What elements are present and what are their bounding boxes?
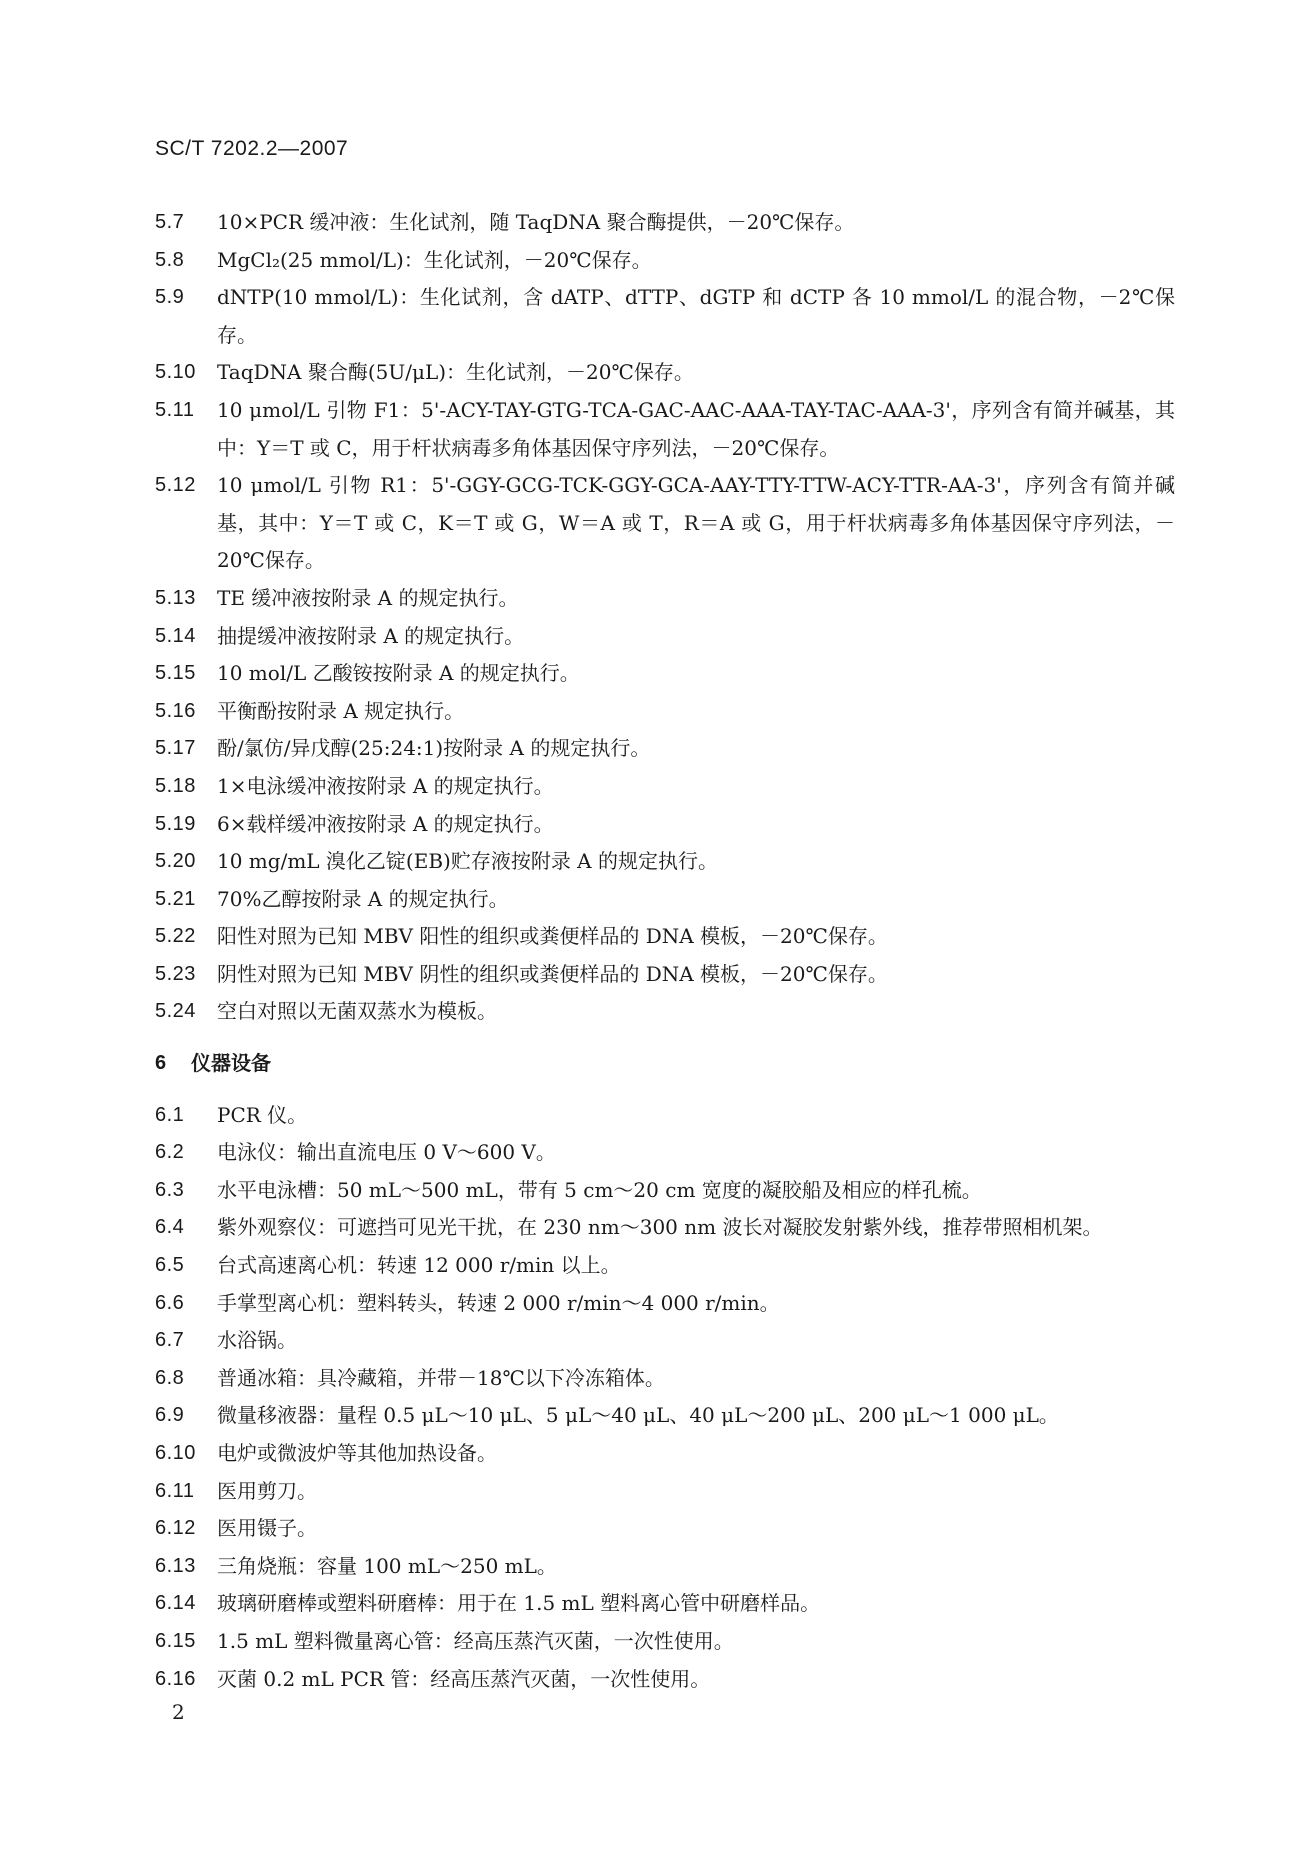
section-5-item [155,993,1175,1031]
page-number: 2 [172,1700,185,1724]
section-5-item-number: 5.11 [155,398,195,421]
section-5-item-text: 平衡酚按附录 A 规定执行。 [217,698,465,723]
section-5-item [155,354,1175,392]
section-5-item-text: 1×电泳缓冲液按附录 A 的规定执行。 [217,773,554,798]
section-6-title: 仪器设备 [191,1051,271,1076]
section-6-item-text: 水浴锅。 [217,1328,297,1353]
section-5-item-text: TaqDNA 聚合酶(5U/μL)：生化试剂，－20℃保存。 [217,360,694,385]
section-5-item-text: 10 μmol/L 引物 F1：5'-ACY-TAY-GTG-TCA-GAC-AAC-AAA-TAY-TAC-AAA-3'，序列含有简并碱基，其中：Y＝T 或 C，用于杆状病毒多角体基因保守序列法，－20℃保存。 [217,397,1175,460]
section-5-item-number: 5.14 [155,624,196,647]
section-5-item-text: 10 μmol/L 引物 R1：5'-GGY-GCG-TCK-GGY-GCA-AAY-TTY-TTW-ACY-TTR-AA-3'，序列含有简并碱基，其中：Y＝T 或 C，K＝T 或 G，W＝A 或 T，R＝A 或 G，用于杆状病毒多角体基因保守序列法，－20℃保存。 [217,473,1175,573]
section-5-item [155,204,1175,242]
section-6-heading [155,1045,1175,1083]
section-5-item-number: 5.23 [155,962,196,985]
section-5-item [155,618,1175,656]
section-6-item [155,1134,1175,1172]
section-5-item-number: 5.8 [155,248,185,271]
section-5-item [155,881,1175,919]
section-6-item-number: 6.13 [155,1554,196,1577]
section-5-item-number: 5.17 [155,737,196,760]
section-5-item [155,768,1175,806]
section-6-item-number: 6.3 [155,1178,185,1201]
section-6-item-text: 1.5 mL 塑料微量离心管：经高压蒸汽灭菌，一次性使用。 [217,1628,734,1653]
section-6-item-number: 6.15 [155,1629,196,1652]
section-5-item [155,580,1175,618]
section-5-item-number: 5.7 [155,211,185,233]
section-5-item [155,843,1175,881]
section-6-item-number: 6.7 [155,1329,185,1352]
section-5-item-text: 阴性对照为已知 MBV 阴性的组织或粪便样品的 DNA 模板，－20℃保存。 [217,961,888,986]
section-5-item-text: 70%乙醇按附录 A 的规定执行。 [217,886,509,911]
document-body [155,204,1175,1698]
section-6-item [155,1397,1175,1435]
section-5-item [155,467,1175,580]
section-6-item-number: 6.1 [155,1103,185,1126]
section-6-item-text: 医用剪刀。 [217,1478,317,1503]
section-6-item-text: 电炉或微波炉等其他加热设备。 [217,1441,497,1465]
section-6-item [155,1473,1175,1511]
section-6-item-text: 电泳仪：输出直流电压 0 V～600 V。 [217,1140,556,1165]
section-5-item-number: 5.9 [155,286,185,309]
section-5-item-text: TE 缓冲液按附录 A 的规定执行。 [217,585,519,610]
standard-code-header: SC/T 7202.2—2007 [155,137,349,160]
section-6-item-text: 台式高速离心机：转速 12 000 r/min 以上。 [217,1253,621,1278]
section-6-item-number: 6.6 [155,1291,185,1314]
section-5-item-number: 5.13 [155,586,196,609]
section-6-item [155,1097,1175,1135]
section-6-item-text: 玻璃研磨棒或塑料研磨棒：用于在 1.5 mL 塑料离心管中研磨样品。 [217,1591,821,1616]
section-5-item-number: 5.20 [155,850,196,873]
section-6-item [155,1322,1175,1360]
section-6-item-text: 三角烧瓶：容量 100 mL～250 mL。 [217,1553,557,1578]
section-6-item-text: 微量移液器：量程 0.5 μL～10 μL、5 μL～40 μL、40 μL～200 μL、200 μL～1 000 μL。 [217,1403,1059,1428]
section-6-item-number: 6.10 [155,1442,196,1464]
section-6-item-text: 灭菌 0.2 mL PCR 管：经高压蒸汽灭菌，一次性使用。 [217,1666,711,1691]
section-6-item [155,1247,1175,1285]
section-5-item [155,956,1175,994]
section-5-item-text: 抽提缓冲液按附录 A 的规定执行。 [217,623,525,648]
section-6-item [155,1172,1175,1210]
section-6-item-list [155,1097,1175,1699]
section-6-item [155,1510,1175,1548]
section-6-item [155,1548,1175,1586]
section-6-item [155,1435,1175,1473]
section-5-item-number: 5.15 [155,662,196,685]
section-5-item-text: 10 mg/mL 溴化乙锭(EB)贮存液按附录 A 的规定执行。 [217,849,718,874]
section-5-item [155,693,1175,731]
section-5-item [155,806,1175,844]
section-5-item-number: 5.12 [155,474,196,497]
section-6-item-text: 紫外观察仪：可遮挡可见光干扰，在 230 nm～300 nm 波长对凝胶发射紫外线，推荐带照相机架。 [217,1215,1103,1240]
section-6-item [155,1585,1175,1623]
section-6-item-text: 水平电泳槽：50 mL～500 mL，带有 5 cm～20 cm 宽度的凝胶船及相应的样孔梳。 [217,1177,982,1202]
section-5-item [155,730,1175,768]
section-5-item-number: 5.16 [155,699,196,722]
section-5-item [155,392,1175,467]
section-5-item-number: 5.22 [155,925,196,948]
section-5-item-text: 阳性对照为已知 MBV 阳性的组织或粪便样品的 DNA 模板，－20℃保存。 [217,924,888,949]
section-5-item [155,918,1175,956]
section-5-item-text: dNTP(10 mmol/L)：生化试剂，含 dATP、dTTP、dGTP 和 dCTP 各 10 mmol/L 的混合物，－2℃保存。 [217,285,1175,347]
section-5-item-text: MgCl₂(25 mmol/L)：生化试剂，－20℃保存。 [217,247,652,272]
section-6-item-number: 6.5 [155,1254,185,1277]
section-5-item [155,655,1175,693]
section-6-item-number: 6.11 [155,1479,195,1502]
section-6-item-number: 6.8 [155,1366,185,1389]
section-6-item-number: 6.14 [155,1592,196,1615]
section-6-item-number: 6.12 [155,1517,196,1540]
section-6-item [155,1360,1175,1398]
section-5-item [155,242,1175,280]
section-6-item-number: 6.4 [155,1216,185,1239]
section-6-item-number: 6.16 [155,1667,196,1690]
section-5-item [155,279,1175,354]
section-6-item-number: 6.9 [155,1404,185,1427]
section-6-item-text: 普通冰箱：具冷藏箱，并带－18℃以下冷冻箱体。 [217,1365,665,1390]
section-6-item-text: 医用镊子。 [217,1516,317,1541]
section-5-item-list [155,204,1175,1031]
section-6-item-number: 6.2 [155,1141,185,1164]
section-5-item-text: 10×PCR 缓冲液：生化试剂，随 TaqDNA 聚合酶提供，－20℃保存。 [217,210,855,234]
section-6-item-text: PCR 仪。 [217,1102,308,1127]
section-5-item-number: 5.10 [155,361,196,384]
section-5-item-number: 5.19 [155,812,196,835]
section-5-item-text: 空白对照以无菌双蒸水为模板。 [217,999,497,1024]
section-6-item [155,1285,1175,1323]
section-6-item [155,1623,1175,1661]
section-6-item [155,1661,1175,1699]
section-5-item-number: 5.21 [155,887,196,910]
section-5-item-text: 10 mol/L 乙酸铵按附录 A 的规定执行。 [217,661,580,686]
section-6-item [155,1209,1175,1247]
section-5-item-text: 6×载样缓冲液按附录 A 的规定执行。 [217,811,554,836]
section-6-item-text: 手掌型离心机：塑料转头，转速 2 000 r/min～4 000 r/min。 [217,1290,780,1315]
section-6-number: 6 [155,1052,167,1075]
section-5-item-number: 5.18 [155,774,196,797]
section-5-item-number: 5.24 [155,1000,196,1023]
section-5-item-text: 酚/氯仿/异戊醇(25:24:1)按附录 A 的规定执行。 [217,736,651,761]
